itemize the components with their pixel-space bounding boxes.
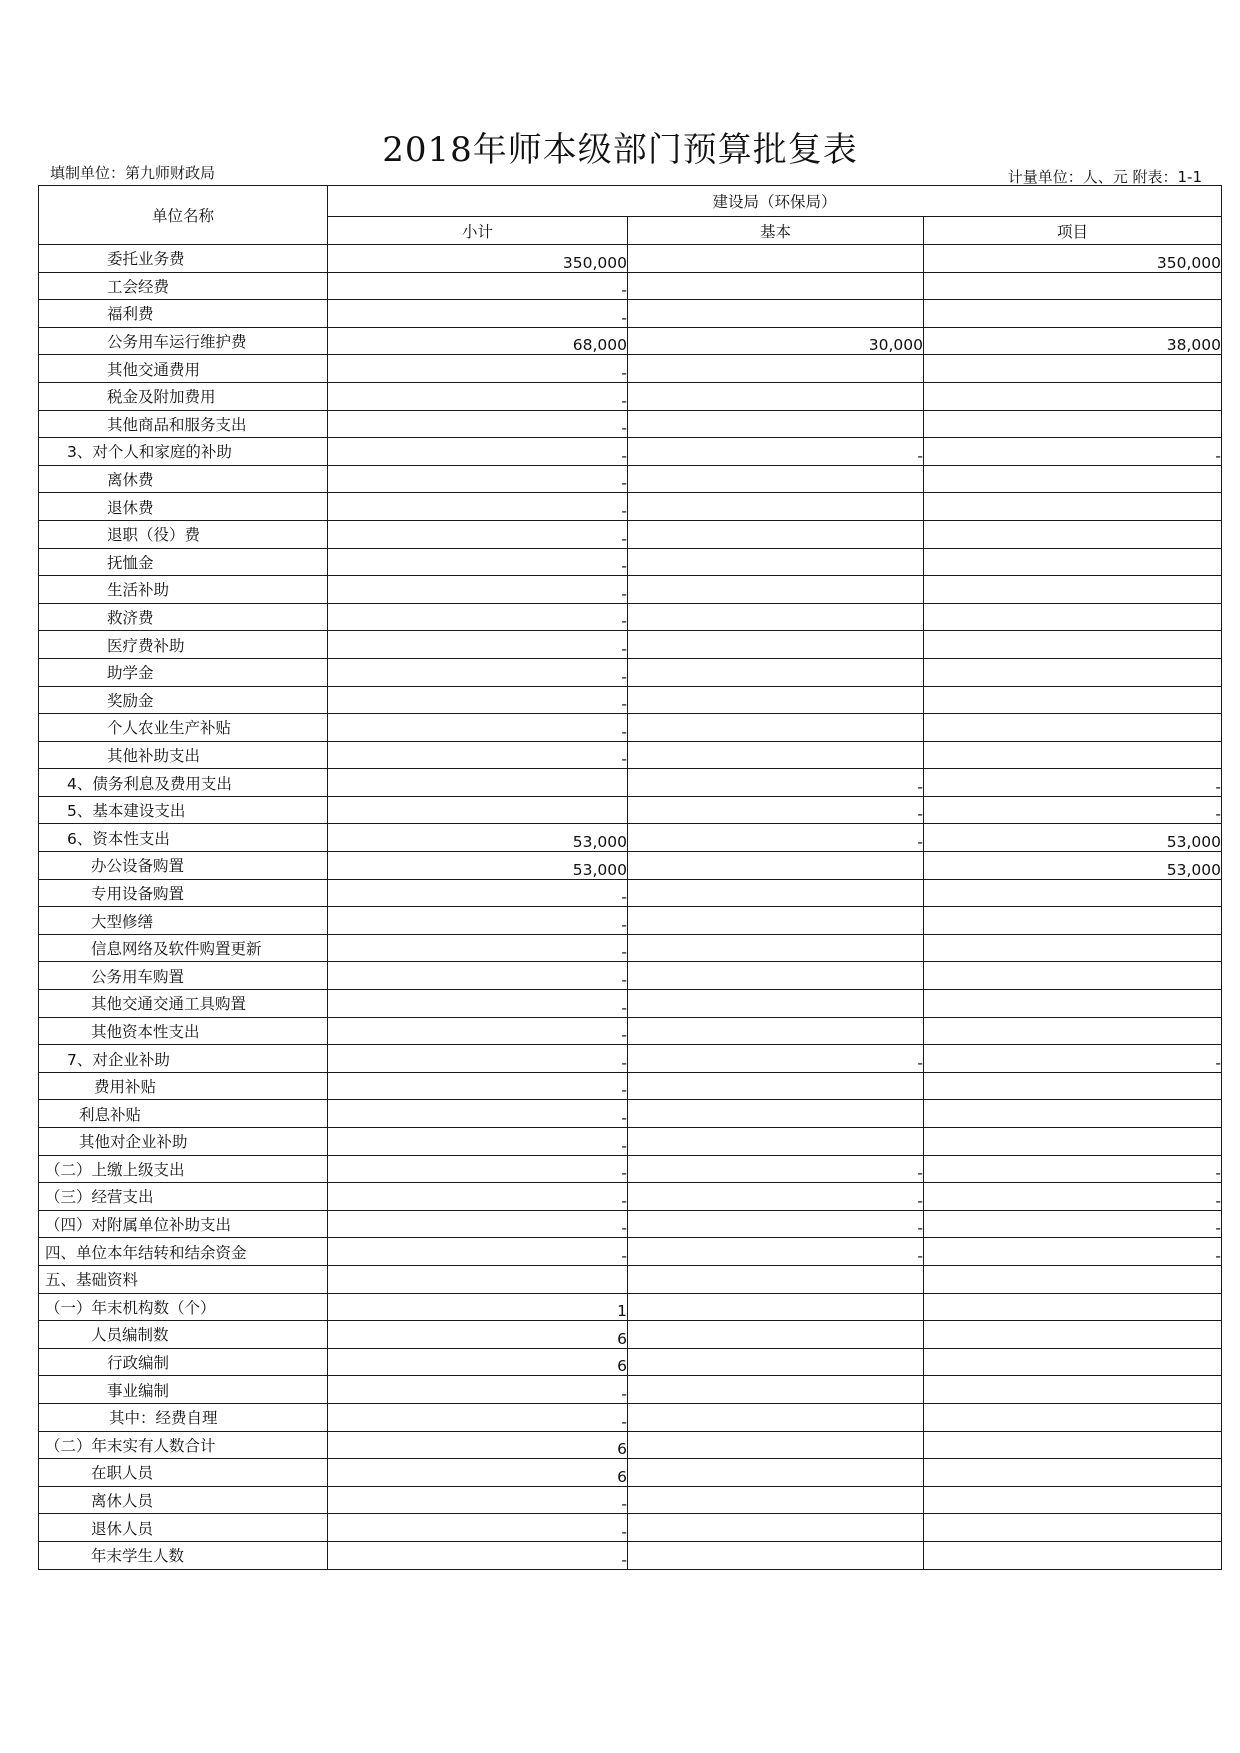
row-label: 其他对企业补助 (39, 1128, 328, 1156)
cell-subtotal: - (328, 1128, 628, 1156)
cell-subtotal: - (328, 714, 628, 742)
table-body (39, 245, 1222, 1570)
table-row (39, 1072, 1222, 1100)
header-row-group (39, 186, 1222, 217)
cell-project (924, 1514, 1222, 1542)
cell-subtotal: - (328, 1210, 628, 1238)
cell-basic: 30,000 (628, 327, 924, 355)
row-label: 信息网络及软件购置更新 (39, 934, 328, 962)
row-label: 4、债务利息及费用支出 (39, 769, 328, 797)
cell-basic (628, 272, 924, 300)
cell-basic (628, 1100, 924, 1128)
row-label: 其他资本性支出 (39, 1017, 328, 1045)
row-label: （四）对附属单位补助支出 (39, 1210, 328, 1238)
cell-subtotal (328, 769, 628, 797)
row-label: 6、资本性支出 (39, 824, 328, 852)
cell-subtotal: - (328, 272, 628, 300)
cell-subtotal: - (328, 1376, 628, 1404)
row-label: 抚恤金 (39, 548, 328, 576)
cell-basic (628, 1293, 924, 1321)
cell-basic (628, 714, 924, 742)
cell-basic (628, 1431, 924, 1459)
row-label: 救济费 (39, 603, 328, 631)
cell-project: - (924, 1183, 1222, 1211)
table-row (39, 962, 1222, 990)
compiler-unit: 填制单位：第九师财政局 (50, 164, 216, 182)
measurement-unit: 计量单位：人、元 附表：1-1 (1007, 168, 1202, 186)
cell-basic (628, 520, 924, 548)
cell-subtotal: 6 (328, 1321, 628, 1349)
table-row (39, 658, 1222, 686)
cell-basic (628, 1321, 924, 1349)
cell-project (924, 686, 1222, 714)
row-label: 离休人员 (39, 1486, 328, 1514)
row-label: 年末学生人数 (39, 1541, 328, 1569)
cell-subtotal: - (328, 438, 628, 466)
cell-project: 53,000 (924, 824, 1222, 852)
cell-subtotal: - (328, 1514, 628, 1542)
row-label: 事业编制 (39, 1376, 328, 1404)
cell-basic (628, 465, 924, 493)
cell-subtotal: - (328, 990, 628, 1018)
cell-project (924, 962, 1222, 990)
cell-project (924, 603, 1222, 631)
row-label: 专用设备购置 (39, 879, 328, 907)
cell-project (924, 465, 1222, 493)
cell-basic (628, 548, 924, 576)
cell-project: - (924, 1155, 1222, 1183)
cell-subtotal: - (328, 1486, 628, 1514)
table-row (39, 300, 1222, 328)
row-label: 五、基础资料 (39, 1265, 328, 1293)
cell-project (924, 355, 1222, 383)
table-row (39, 1514, 1222, 1542)
cell-project (924, 714, 1222, 742)
table-row (39, 1265, 1222, 1293)
cell-project (924, 272, 1222, 300)
cell-project (924, 1128, 1222, 1156)
cell-basic (628, 1459, 924, 1487)
row-label: 行政编制 (39, 1348, 328, 1376)
cell-subtotal: - (328, 879, 628, 907)
cell-subtotal: - (328, 1238, 628, 1266)
cell-basic (628, 382, 924, 410)
cell-project (924, 1321, 1222, 1349)
cell-project (924, 1265, 1222, 1293)
cell-project (924, 1376, 1222, 1404)
table-row (39, 1486, 1222, 1514)
cell-subtotal: - (328, 548, 628, 576)
cell-project (924, 1017, 1222, 1045)
cell-basic (628, 493, 924, 521)
cell-subtotal: - (328, 382, 628, 410)
cell-project (924, 1100, 1222, 1128)
cell-basic: - (628, 1238, 924, 1266)
cell-project (924, 576, 1222, 604)
table-row (39, 327, 1222, 355)
cell-project (924, 1072, 1222, 1100)
cell-project: 350,000 (924, 245, 1222, 273)
row-label: 利息补贴 (39, 1100, 328, 1128)
cell-subtotal: - (328, 1017, 628, 1045)
header-basic: 基本 (628, 217, 924, 245)
cell-subtotal: - (328, 520, 628, 548)
cell-basic (628, 962, 924, 990)
row-label: （二）上缴上级支出 (39, 1155, 328, 1183)
row-label: 大型修缮 (39, 907, 328, 935)
cell-basic (628, 907, 924, 935)
cell-basic: - (628, 1183, 924, 1211)
row-label: （二）年末实有人数合计 (39, 1431, 328, 1459)
cell-project: - (924, 796, 1222, 824)
cell-subtotal: - (328, 658, 628, 686)
table-row (39, 631, 1222, 659)
cell-subtotal: 6 (328, 1431, 628, 1459)
cell-basic (628, 631, 924, 659)
table-row (39, 852, 1222, 880)
cell-basic (628, 686, 924, 714)
table-row (39, 1293, 1222, 1321)
cell-project (924, 934, 1222, 962)
table-row (39, 603, 1222, 631)
cell-basic: - (628, 769, 924, 797)
cell-basic: - (628, 1045, 924, 1073)
table-row (39, 1459, 1222, 1487)
table-row (39, 1376, 1222, 1404)
cell-subtotal: 53,000 (328, 824, 628, 852)
cell-subtotal: 68,000 (328, 327, 628, 355)
cell-basic (628, 1017, 924, 1045)
row-label: 在职人员 (39, 1459, 328, 1487)
cell-project (924, 1541, 1222, 1569)
cell-project: - (924, 1238, 1222, 1266)
cell-subtotal: - (328, 465, 628, 493)
cell-subtotal: 6 (328, 1459, 628, 1487)
table-row (39, 879, 1222, 907)
row-label: 离休费 (39, 465, 328, 493)
cell-subtotal (328, 796, 628, 824)
table-row (39, 990, 1222, 1018)
cell-project (924, 990, 1222, 1018)
cell-subtotal (328, 1265, 628, 1293)
cell-basic (628, 741, 924, 769)
table-row (39, 796, 1222, 824)
cell-subtotal: - (328, 300, 628, 328)
row-label: 四、单位本年结转和结余资金 (39, 1238, 328, 1266)
row-label: 公务用车运行维护费 (39, 327, 328, 355)
table-row (39, 438, 1222, 466)
cell-subtotal: - (328, 576, 628, 604)
cell-subtotal: 53,000 (328, 852, 628, 880)
cell-basic (628, 300, 924, 328)
table-row (39, 769, 1222, 797)
row-label: 奖励金 (39, 686, 328, 714)
cell-basic (628, 990, 924, 1018)
row-label: （一）年末机构数（个） (39, 1293, 328, 1321)
table-row (39, 493, 1222, 521)
table-row (39, 272, 1222, 300)
cell-basic (628, 1348, 924, 1376)
budget-table (38, 185, 1222, 1570)
row-label: 其中：经费自理 (39, 1403, 328, 1431)
table-row (39, 1100, 1222, 1128)
cell-project (924, 548, 1222, 576)
header-subtotal: 小计 (328, 217, 628, 245)
row-label: 办公设备购置 (39, 852, 328, 880)
table-row (39, 934, 1222, 962)
cell-basic (628, 1128, 924, 1156)
cell-subtotal: - (328, 1045, 628, 1073)
cell-basic: - (628, 796, 924, 824)
row-label: 助学金 (39, 658, 328, 686)
cell-subtotal: 350,000 (328, 245, 628, 273)
row-label: 费用补贴 (39, 1072, 328, 1100)
table-row (39, 1321, 1222, 1349)
table-row (39, 1403, 1222, 1431)
cell-basic: - (628, 1155, 924, 1183)
cell-basic (628, 1541, 924, 1569)
row-label: 7、对企业补助 (39, 1045, 328, 1073)
cell-project (924, 658, 1222, 686)
row-label: 其他交通费用 (39, 355, 328, 383)
cell-subtotal: - (328, 1155, 628, 1183)
table-row (39, 1045, 1222, 1073)
cell-basic: - (628, 1210, 924, 1238)
cell-subtotal: - (328, 410, 628, 438)
row-label: 3、对个人和家庭的补助 (39, 438, 328, 466)
table-row (39, 410, 1222, 438)
cell-basic (628, 355, 924, 383)
cell-project (924, 520, 1222, 548)
cell-project (924, 493, 1222, 521)
header-group: 建设局（环保局） (328, 186, 1222, 217)
cell-subtotal: - (328, 1072, 628, 1100)
row-label: 退休费 (39, 493, 328, 521)
cell-basic (628, 852, 924, 880)
table-row (39, 741, 1222, 769)
table-row (39, 1541, 1222, 1569)
table-row (39, 245, 1222, 273)
cell-subtotal: - (328, 355, 628, 383)
table-row (39, 686, 1222, 714)
cell-subtotal: 1 (328, 1293, 628, 1321)
row-label: 人员编制数 (39, 1321, 328, 1349)
table-row (39, 824, 1222, 852)
table-row (39, 1431, 1222, 1459)
cell-project: - (924, 1210, 1222, 1238)
cell-project: - (924, 438, 1222, 466)
cell-basic: - (628, 438, 924, 466)
cell-project (924, 382, 1222, 410)
table-row (39, 520, 1222, 548)
cell-subtotal: - (328, 1183, 628, 1211)
cell-project (924, 1348, 1222, 1376)
header-unit-name: 单位名称 (39, 186, 328, 245)
cell-project (924, 1459, 1222, 1487)
row-label: 生活补助 (39, 576, 328, 604)
cell-project (924, 631, 1222, 659)
row-label: 福利费 (39, 300, 328, 328)
header-project: 项目 (924, 217, 1222, 245)
cell-basic (628, 1265, 924, 1293)
row-label: 医疗费补助 (39, 631, 328, 659)
cell-basic (628, 603, 924, 631)
cell-basic (628, 934, 924, 962)
table-row (39, 1155, 1222, 1183)
cell-project (924, 879, 1222, 907)
cell-basic (628, 1514, 924, 1542)
cell-subtotal: 6 (328, 1348, 628, 1376)
cell-subtotal: - (328, 631, 628, 659)
row-label: 委托业务费 (39, 245, 328, 273)
table-row (39, 1348, 1222, 1376)
row-label: 个人农业生产补贴 (39, 714, 328, 742)
cell-subtotal: - (328, 741, 628, 769)
cell-project (924, 1403, 1222, 1431)
cell-subtotal: - (328, 907, 628, 935)
cell-subtotal: - (328, 1403, 628, 1431)
table-row (39, 355, 1222, 383)
cell-project: - (924, 1045, 1222, 1073)
row-label: 其他补助支出 (39, 741, 328, 769)
cell-project: 38,000 (924, 327, 1222, 355)
row-label: 退休人员 (39, 1514, 328, 1542)
cell-basic (628, 1403, 924, 1431)
table-row (39, 548, 1222, 576)
cell-project (924, 410, 1222, 438)
cell-basic (628, 1376, 924, 1404)
cell-project (924, 1293, 1222, 1321)
cell-subtotal: - (328, 962, 628, 990)
cell-subtotal: - (328, 686, 628, 714)
row-label: 退职（役）费 (39, 520, 328, 548)
cell-subtotal: - (328, 1541, 628, 1569)
row-label: （三）经营支出 (39, 1183, 328, 1211)
row-label: 5、基本建设支出 (39, 796, 328, 824)
cell-basic (628, 879, 924, 907)
row-label: 税金及附加费用 (39, 382, 328, 410)
cell-project (924, 300, 1222, 328)
cell-basic (628, 658, 924, 686)
table-row (39, 714, 1222, 742)
row-label: 其他商品和服务支出 (39, 410, 328, 438)
cell-basic: - (628, 824, 924, 852)
cell-subtotal: - (328, 934, 628, 962)
cell-project (924, 1486, 1222, 1514)
cell-basic (628, 245, 924, 273)
cell-project: - (924, 769, 1222, 797)
table-row (39, 1210, 1222, 1238)
cell-project (924, 1431, 1222, 1459)
table-row (39, 382, 1222, 410)
table-row (39, 907, 1222, 935)
cell-subtotal: - (328, 603, 628, 631)
table-row (39, 1183, 1222, 1211)
table-row (39, 465, 1222, 493)
cell-basic (628, 1072, 924, 1100)
cell-basic (628, 410, 924, 438)
cell-project: 53,000 (924, 852, 1222, 880)
cell-basic (628, 576, 924, 604)
table-row (39, 1128, 1222, 1156)
cell-subtotal: - (328, 1100, 628, 1128)
table-row (39, 1238, 1222, 1266)
table-row (39, 1017, 1222, 1045)
cell-subtotal: - (328, 493, 628, 521)
table-row (39, 576, 1222, 604)
cell-basic (628, 1486, 924, 1514)
cell-project (924, 741, 1222, 769)
row-label: 工会经费 (39, 272, 328, 300)
row-label: 其他交通交通工具购置 (39, 990, 328, 1018)
row-label: 公务用车购置 (39, 962, 328, 990)
page-title: 2018年师本级部门预算批复表 (382, 130, 858, 170)
cell-project (924, 907, 1222, 935)
